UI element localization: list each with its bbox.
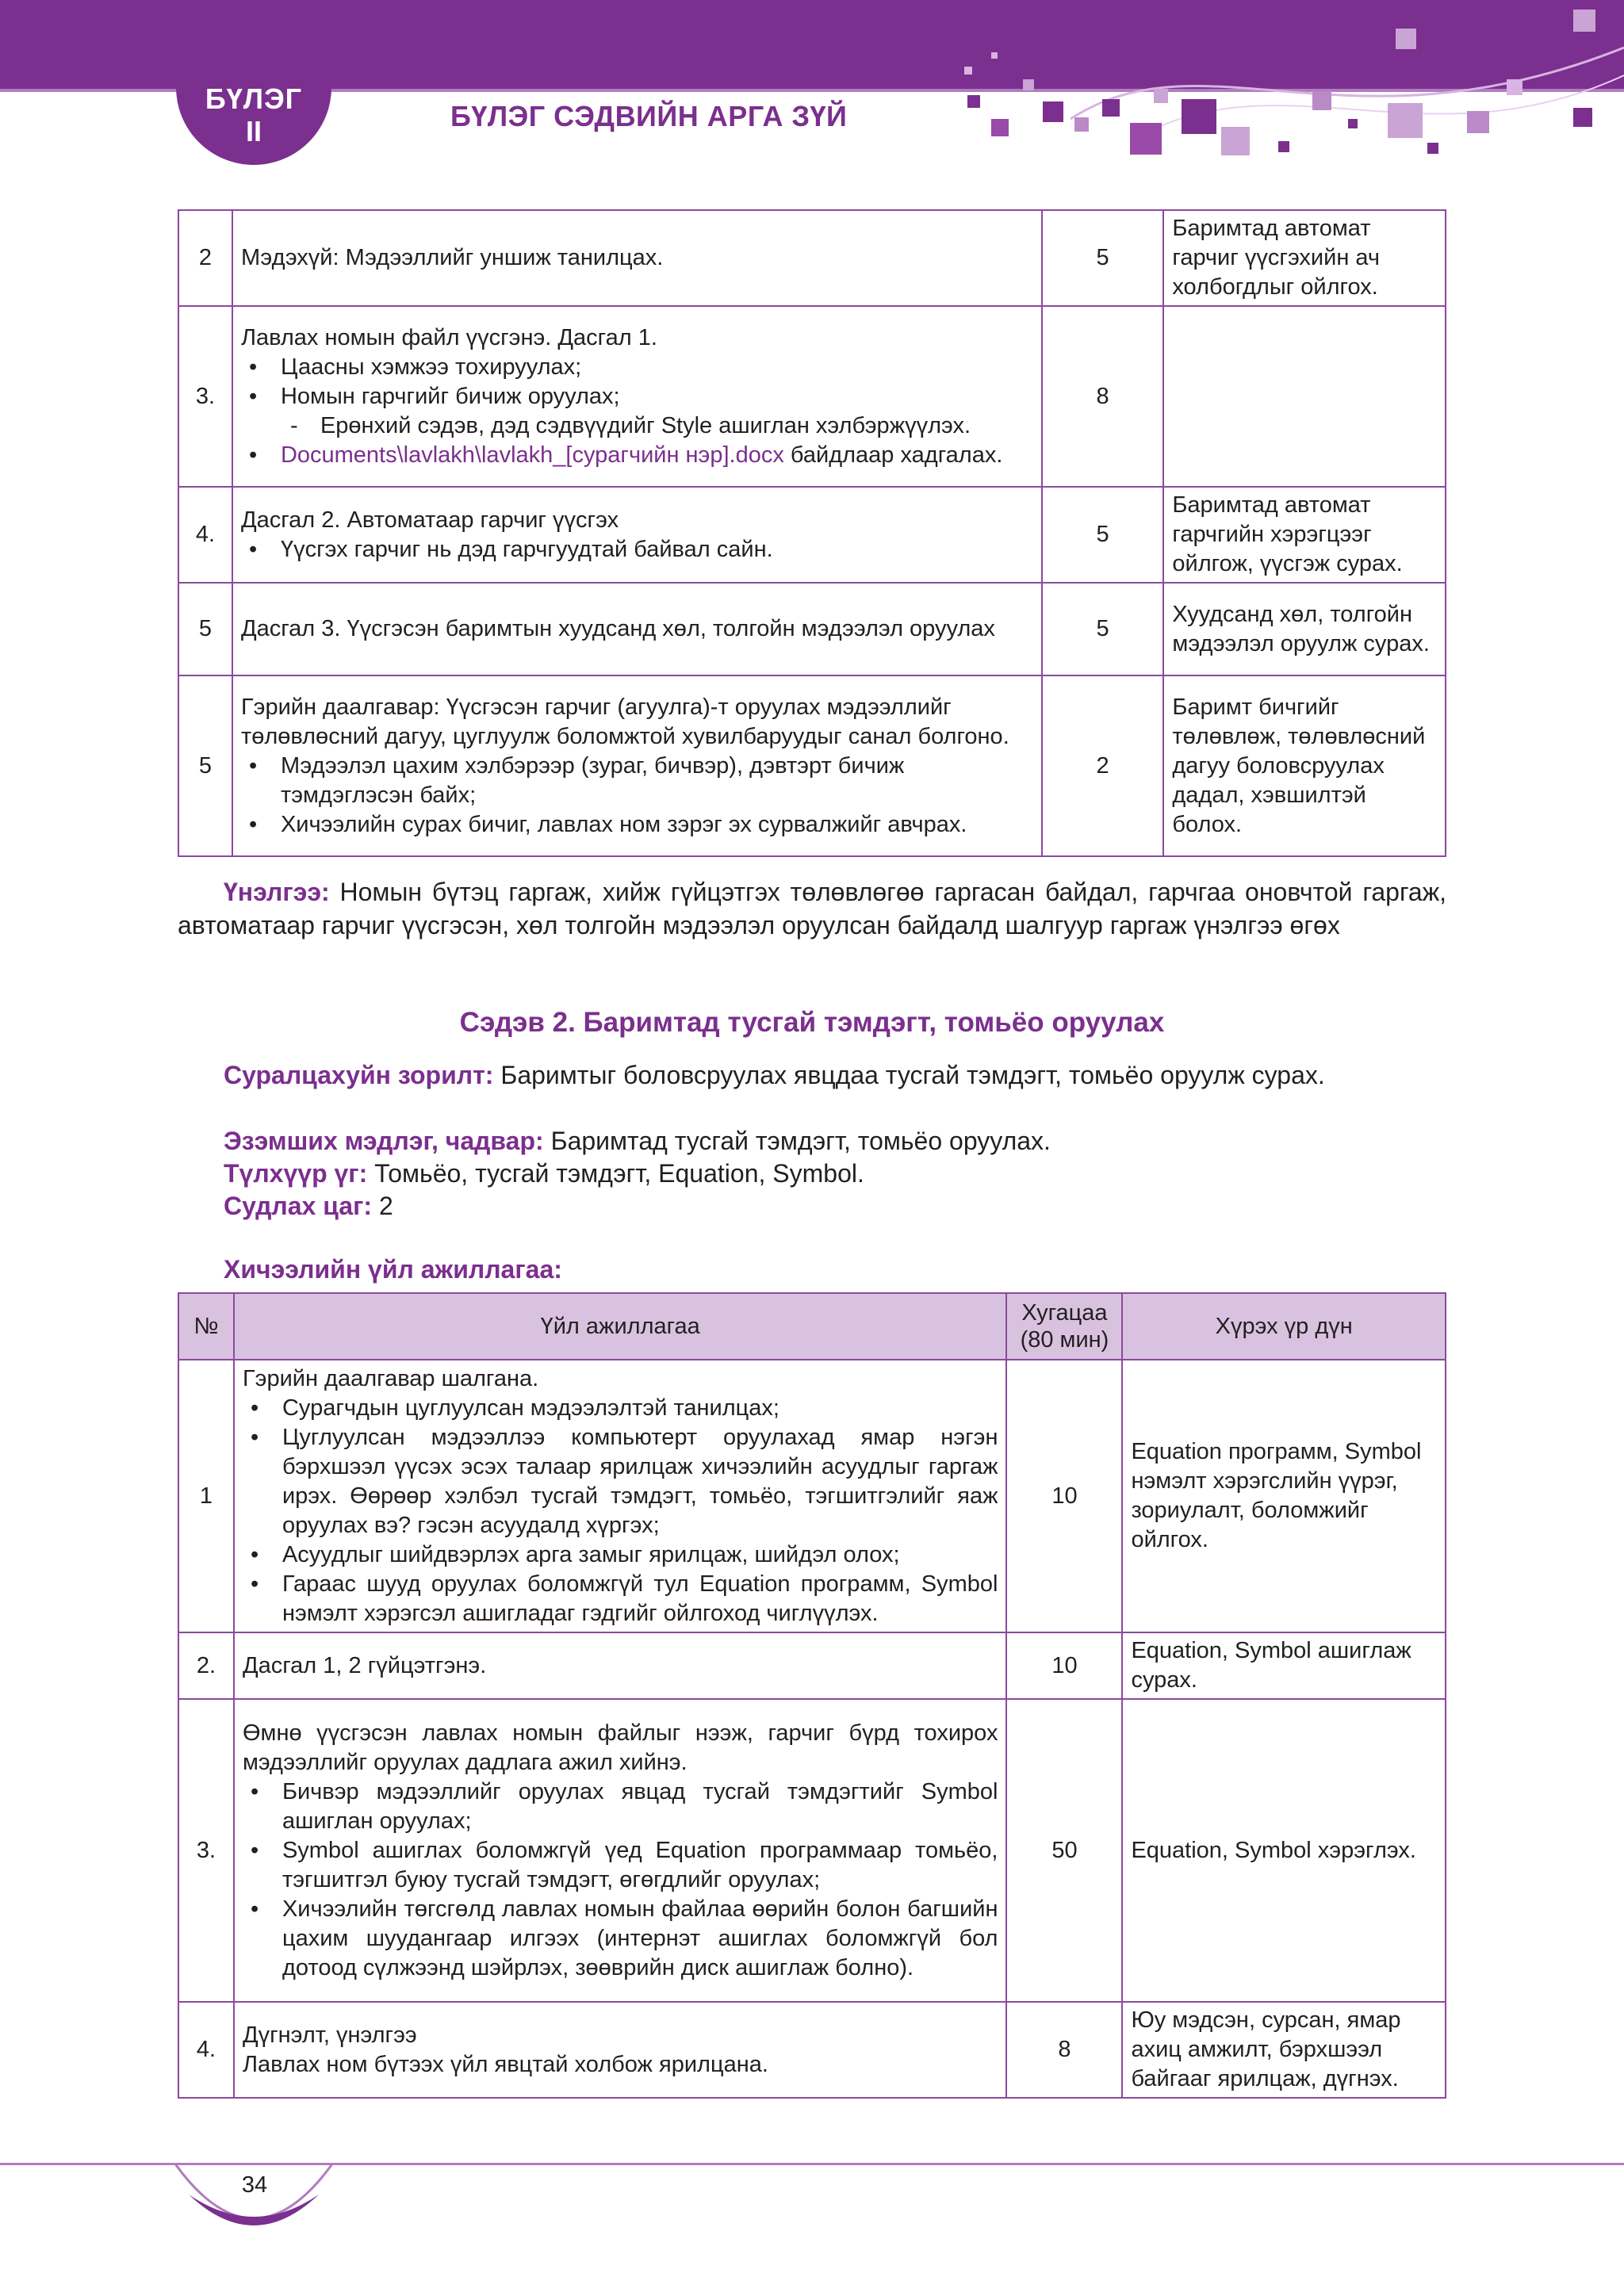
row-number: 2. [178, 1632, 234, 1699]
table-row [178, 487, 1446, 583]
list-item: • Мэдээлэл цахим хэлбэрээр (зураг, бичвэр), дэвтэрт бичиж тэмдэглэсэн байх; [241, 752, 1033, 810]
assessment-label: Үнэлгээ: [224, 878, 330, 906]
row-number: 2 [178, 210, 232, 306]
table-row [178, 1699, 1446, 2002]
header-activity: Үйл ажиллагаа [234, 1293, 1007, 1360]
row-activity [234, 1360, 1007, 1632]
goal-line [178, 1058, 1446, 1092]
activity-line: Дүгнэлт, үнэлгээ [242, 2022, 417, 2048]
row-result: Юу мэдсэн, сурсан, ямар ахиц амжилт, бэрхшээл байгааг ярилцаж, дүгнэх. [1122, 2002, 1446, 2098]
activity-list [241, 752, 1033, 840]
activities-label: Хичээлийн үйл ажиллагаа: [224, 1255, 562, 1284]
row-result: Хуудсанд хөл, толгойн мэдээлэл оруулж сурах. [1163, 583, 1446, 675]
header-number: № [178, 1293, 234, 1360]
goal-text: Баримтыг боловсруулах явцдаа тусгай тэмдэгт, томьёо оруулж сурах. [493, 1061, 1325, 1089]
row-activity [232, 306, 1042, 487]
row-activity [234, 1699, 1007, 2002]
row-activity [234, 2002, 1007, 2098]
row-result [1163, 306, 1446, 487]
header-time-line1: Хугацаа [1021, 1300, 1108, 1326]
list-item: • Номын гарчгийг бичиж оруулах; [241, 382, 1033, 411]
hours-text: 2 [372, 1192, 393, 1220]
row-time: 10 [1006, 1360, 1122, 1632]
row-result: Equation программ, Symbol нэмэлт хэрэгслийн үүрэг, зориулалт, боломжийг ойлгох. [1122, 1360, 1446, 1632]
row-time: 5 [1042, 487, 1164, 583]
row-result: Equation, Symbol ашиглаж сурах. [1122, 1632, 1446, 1699]
row-result: Equation, Symbol хэрэглэх. [1122, 1699, 1446, 2002]
row-activity [232, 675, 1042, 856]
lesson-activities-table [178, 1292, 1446, 2099]
activity-list [241, 535, 1033, 564]
row-activity: Дасгал 3. Үүсгэсэн баримтын хуудсанд хөл, толгойн мэдээлэл оруулах [232, 583, 1042, 675]
list-item: • Хичээлийн сурах бичиг, лавлах ном зэрэг эх сурвалжийг авчрах. [241, 810, 1033, 840]
row-number: 1 [178, 1360, 234, 1632]
list-item: • Symbol ашиглах боломжгүй үед Equation программаар томьёо, тэгшитгэл буюу тусгай тэмдэгт, өгөгдлийг оруулах; [243, 1836, 998, 1895]
table-header-row [178, 1293, 1446, 1360]
list-subitem: - Ерөнхий сэдэв, дэд сэдвүүдийг Style ашиглан хэлбэржүүлэх. [241, 411, 1033, 441]
row-activity [232, 487, 1042, 583]
table-row [178, 1360, 1446, 1632]
table-row [178, 210, 1446, 306]
knowledge-line [178, 1124, 1446, 1158]
chapter-word: БҮЛЭГ [205, 82, 303, 115]
row-time: 5 [1042, 583, 1164, 675]
activity-intro: Өмнө үүсгэсэн лавлах номын файлыг нээж, гарчиг бүрд тохирох мэдээллийг оруулах дадлага ажил хийнэ. [242, 1720, 998, 1775]
list-item-text: байдлаар хадгалах. [783, 442, 1003, 468]
row-number: 5 [178, 583, 232, 675]
activity-list [243, 1777, 998, 1983]
activity-intro: Гэрийн даалгавар: Үүсгэсэн гарчиг (агуулга)-т оруулах мэдээллийг төлөвлөсний дагуу, цуглуулж боломжтой хувилбаруудыг санал болгоно. [240, 694, 1009, 749]
chapter-badge [176, 48, 331, 165]
keywords-text: Томьёо, тусгай тэмдэгт, Equation, Symbol. [367, 1159, 864, 1188]
assessment-text: Номын бүтэц гаргаж, хийж гүйцэтгэх төлөвлөгөө гаргасан байдал, гарчгаа оновчтой гаргаж, автоматаар гарчиг үүсгэсэн, хөл толгойн мэдээлэл оруулсан байдалд шалгуур гаргаж үнэлгээ өгөх [178, 878, 1446, 939]
activity-list [241, 353, 1033, 470]
row-number: 3. [178, 306, 232, 487]
section-title: Сэдэв 2. Баримтад тусгай тэмдэгт, томьёо оруулах [459, 1007, 1165, 1038]
knowledge-text: Баримтад тусгай тэмдэгт, томьёо оруулах. [543, 1127, 1051, 1155]
row-result: Баримт бичгийг төлөвлөж, төлөвлөсний дагуу боловсруулах дадал, хэвшилтэй болох. [1163, 675, 1446, 856]
header-time [1006, 1293, 1122, 1360]
page-number: 34 [241, 2172, 268, 2198]
chapter-title: БҮЛЭГ СЭДВИЙН АРГА ЗҮЙ [450, 100, 848, 132]
list-item [241, 441, 1033, 470]
hours-line [178, 1189, 1446, 1223]
row-number: 4. [178, 487, 232, 583]
keywords-line [178, 1157, 1446, 1190]
knowledge-label: Эзэмших мэдлэг, чадвар: [224, 1127, 544, 1155]
list-item: • Цаасны хэмжээ тохируулах; [241, 353, 1033, 382]
list-item: • Бичвэр мэдээллийг оруулах явцад тусгай тэмдэгтийг Symbol ашиглан оруулах; [243, 1777, 998, 1836]
list-item: • Гараас шууд оруулах боломжгүй тул Equation программ, Symbol нэмэлт хэрэгсэл ашигладаг гэдгийг ойлгоход чиглүүлэх. [243, 1570, 998, 1628]
row-number: 4. [178, 2002, 234, 2098]
row-activity: Дасгал 1, 2 гүйцэтгэнэ. [234, 1632, 1007, 1699]
row-number: 3. [178, 1699, 234, 2002]
row-time: 10 [1006, 1632, 1122, 1699]
row-result: Баримтад автомат гарчгийн хэрэгцээг ойлгож, үүсгэж сурах. [1163, 487, 1446, 583]
decorative-squares-icon [872, 0, 1624, 166]
file-path-link: Documents\lavlakh\lavlakh_[сурагчийн нэр].docx [280, 442, 784, 468]
activity-intro: Гэрийн даалгавар шалгана. [242, 1365, 539, 1391]
list-item: • Хичээлийн төгсгөлд лавлах номын файлаа өөрийн болон багшийн цахим шуудангаар илгээх (интернэт ашиглах боломжгүй бол дотоод сүлжээнд шэйрлэх, зөөврийн диск ашиглаж болно). [243, 1895, 998, 1983]
table-row [178, 2002, 1446, 2098]
row-result: Баримтад автомат гарчиг үүсгэхийн ач холбогдлыг ойлгох. [1163, 210, 1446, 306]
row-time: 8 [1006, 2002, 1122, 2098]
table-row [178, 583, 1446, 675]
table-row [178, 675, 1446, 856]
header-time-line2: (80 мин) [1020, 1327, 1109, 1353]
row-time: 2 [1042, 675, 1164, 856]
list-item: • Цуглуулсан мэдээллээ компьютерт оруулахад ямар нэгэн бэрхшээл үүсэх эсэх талаар ярилцаж хичээлийн асуудлыг гаргаж ирэх. Өөрөөр хэлбэл тусгай тэмдэгт, томьёо, тэгшитгэлийг яаж оруулах вэ? гэсэн асуудалд хүргэх; [243, 1423, 998, 1540]
activity-line: Лавлах ном бүтээх үйл явцтай холбож ярилцана. [242, 2051, 768, 2077]
list-item: • Асуудлыг шийдвэрлэх арга замыг ярилцаж, шийдэл олох; [243, 1540, 998, 1570]
header-result: Хүрэх үр дүн [1122, 1293, 1446, 1360]
hours-label: Судлах цаг: [224, 1192, 373, 1220]
row-time: 50 [1006, 1699, 1122, 2002]
lesson-table-continued [178, 209, 1446, 857]
row-number: 5 [178, 675, 232, 856]
keywords-label: Түлхүүр үг: [224, 1159, 368, 1188]
table-row [178, 1632, 1446, 1699]
list-item: • Сурагчдын цуглуулсан мэдээлэлтэй танилцах; [243, 1394, 998, 1423]
row-time: 5 [1042, 210, 1164, 306]
activity-intro: Дасгал 2. Автоматаар гарчиг үүсгэх [240, 507, 619, 533]
activity-list [243, 1394, 998, 1628]
activities-heading [178, 1253, 1446, 1286]
row-time: 8 [1042, 306, 1164, 487]
list-item: • Үүсгэх гарчиг нь дэд гарчгуудтай байвал сайн. [241, 535, 1033, 564]
row-activity: Мэдэхүй: Мэдээллийг уншиж танилцах. [232, 210, 1042, 306]
chapter-number: II [245, 115, 262, 147]
goal-label: Суралцахуйн зорилт: [224, 1061, 494, 1089]
activity-intro: Лавлах номын файл үүсгэнэ. Дасгал 1. [240, 324, 657, 350]
assessment-paragraph [178, 875, 1446, 942]
table-row [178, 306, 1446, 487]
